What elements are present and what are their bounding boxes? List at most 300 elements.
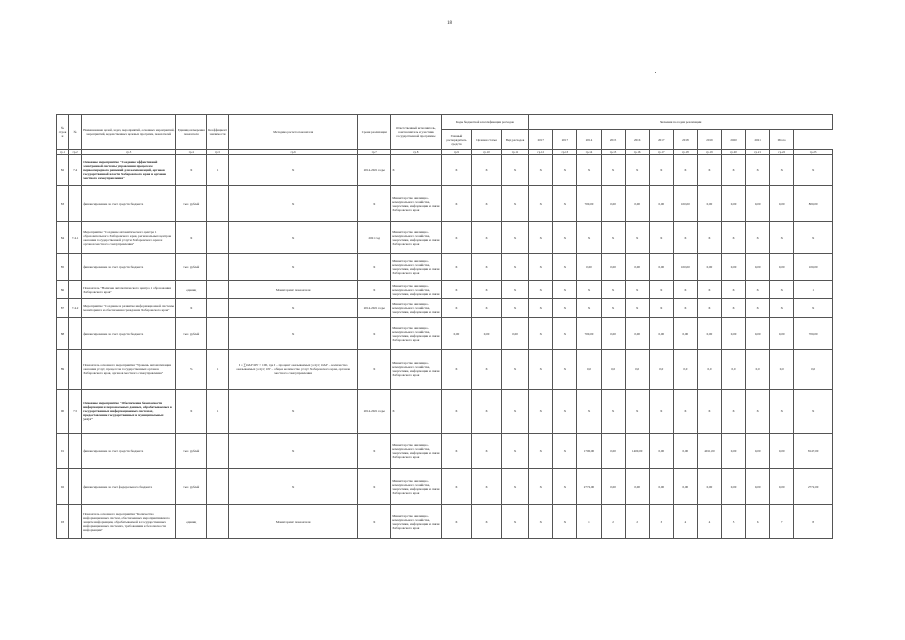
table-cell: 0,00 <box>770 186 794 222</box>
table-cell: Х <box>441 505 472 539</box>
table-cell: 0,00 <box>721 469 745 505</box>
table-cell: Х <box>229 222 358 254</box>
table-cell: 0,00 <box>770 469 794 505</box>
table-cell: Х <box>673 298 697 317</box>
table-cell: Х <box>472 281 502 298</box>
column-number-cell: гр.2 <box>69 149 82 154</box>
table-cell: Х <box>229 433 358 469</box>
table-cell: Х <box>770 298 794 317</box>
table-cell: Х <box>721 281 745 298</box>
table-cell: Х <box>229 253 358 281</box>
table-cell: 2014-2021 годы <box>358 389 391 433</box>
table-cell: Х <box>358 469 391 505</box>
table-cell: 0,0 <box>625 349 649 389</box>
table-cell <box>207 469 229 505</box>
table-cell: 0,00 <box>601 253 625 281</box>
header-year-cell: 2017 <box>529 130 553 149</box>
table-row <box>57 389 833 433</box>
table-cell: 700,00 <box>577 318 601 350</box>
table-cell: 1 <box>207 389 229 433</box>
table-cell: Х <box>501 469 528 505</box>
table-cell: 6 <box>746 505 770 539</box>
table-cell: Министерство жилищно-коммунального хозяйства, энергетики, информации и связи Хабаровского края <box>391 505 441 539</box>
header-cell: № <box>69 115 82 150</box>
table-cell: 0,0 <box>746 349 770 389</box>
table-cell: Х <box>721 154 745 186</box>
table-cell: 0,00 <box>649 433 673 469</box>
table-cell: Х <box>770 154 794 186</box>
table-cell: 89 <box>57 349 69 389</box>
table-cell: 4 <box>697 505 721 539</box>
column-number-cell: гр.8 <box>391 149 441 154</box>
table-cell: 7.4.1 <box>69 222 82 254</box>
table-cell: Х <box>529 505 553 539</box>
table-cell <box>69 505 82 539</box>
table-cell: 2772,00 <box>577 469 601 505</box>
table-cell <box>69 349 82 389</box>
table-cell: Мониторинг показателя <box>229 505 358 539</box>
table-row <box>57 281 833 298</box>
header-cell: Целевая статья <box>472 130 502 149</box>
table-cell: Х <box>577 389 601 433</box>
table-cell: 0,00 <box>625 318 649 350</box>
table-cell: тыс. рублей <box>176 469 207 505</box>
header-cell: Главный распорядитель средств <box>441 130 472 149</box>
table-cell: 0,0 <box>794 349 833 389</box>
table-cell: 2014-2021 годы <box>358 154 391 186</box>
header-cell: Коэффициент значимости <box>207 115 229 150</box>
header-group-cell: Коды бюджетной классификации расходов <box>441 115 529 130</box>
table-cell: Х <box>577 298 601 317</box>
table-cell: Х <box>472 222 502 254</box>
table-cell: 91 <box>57 433 69 469</box>
table-cell: Х <box>176 154 207 186</box>
table-cell: Х <box>794 222 833 254</box>
table-cell: 100,00 <box>673 186 697 222</box>
table-cell: 0,00 <box>577 253 601 281</box>
table-cell: Х <box>441 298 472 317</box>
table-cell: 0,00 <box>770 318 794 350</box>
table-cell: 0,0 <box>577 349 601 389</box>
table-cell: Х <box>553 349 577 389</box>
header-cell: Вид расходов <box>501 130 528 149</box>
table-cell: Х <box>673 154 697 186</box>
table-cell: Х <box>770 222 794 254</box>
table-cell: Министерство жилищно-коммунального хозяйства, энергетики, информации и связи Хабаровского края <box>391 318 441 350</box>
table-cell: Х <box>501 253 528 281</box>
table-cell: Х <box>529 389 553 433</box>
table-cell: 85 <box>57 253 69 281</box>
table-cell: 7.5 <box>69 389 82 433</box>
table-cell: 0,00 <box>746 318 770 350</box>
table-cell: Х <box>625 389 649 433</box>
table-cell: I = ∑ОАУ/ОУ × 100, где I – процент оказываемых услуг; ОАУ – количество оказываемых услуг; ОУ – общее количество услуг Хабаровского края, органов местного самоуправления <box>229 349 358 389</box>
table-cell: Х <box>746 154 770 186</box>
table-cell: Х <box>770 281 794 298</box>
table-cell <box>207 222 229 254</box>
table-cell: 93 <box>57 505 69 539</box>
table-cell: Х <box>358 253 391 281</box>
table-cell: Х <box>794 298 833 317</box>
table-cell <box>69 318 82 350</box>
table-cell: 83 <box>57 186 69 222</box>
table-cell: 1 <box>577 505 601 539</box>
table-cell: финансирование за счет средств бюджета <box>82 433 176 469</box>
table-cell: 0,0 <box>601 349 625 389</box>
table-cell: Министерство жилищно-коммунального хозяйства, энергетики, информации и связи Хабаровского края <box>391 186 441 222</box>
table-cell: Х <box>501 505 528 539</box>
header-year-cell: 2015 <box>601 130 625 149</box>
table-cell: 0,00 <box>721 253 745 281</box>
table-cell: Х <box>229 318 358 350</box>
header-year-cell: 2019 <box>697 130 721 149</box>
table-cell: Х <box>441 281 472 298</box>
table-cell: 0,00 <box>746 253 770 281</box>
table-cell: Министерство жилищно-коммунального хозяйства, энергетики, информации и связи <box>391 298 441 317</box>
column-number-cell: гр.7 <box>358 149 391 154</box>
table-cell: Х <box>553 505 577 539</box>
table-cell: 0,00 <box>601 186 625 222</box>
table-cell: Министерство жилищно-коммунального хозяйства, энергетики, информации и связи Хабаровского края <box>391 349 441 389</box>
table-cell: Х <box>649 154 673 186</box>
table-cell: 0,00 <box>673 469 697 505</box>
table-cell: 1 <box>794 281 833 298</box>
table-cell: 3 <box>649 505 673 539</box>
program-table <box>56 114 833 539</box>
table-cell: Х <box>229 154 358 186</box>
table-cell: Х <box>501 389 528 433</box>
table-cell: 0,00 <box>673 433 697 469</box>
table-cell: Х <box>697 281 721 298</box>
table-cell: Показатель основного мероприятия "Уровень автоматизации оказания услуг, процессов государственных органов Хабаровского края, органов местного самоуправления" <box>82 349 176 389</box>
table-cell: Х <box>601 389 625 433</box>
column-number-cell: гр.19 <box>697 149 721 154</box>
table-cell: Х <box>501 154 528 186</box>
table-cell: Х <box>553 281 577 298</box>
table-cell: Х <box>697 298 721 317</box>
table-cell: Х <box>501 186 528 222</box>
column-number-cell: гр.15 <box>601 149 625 154</box>
table-cell: 88 <box>57 318 69 350</box>
table-cell: 87 <box>57 298 69 317</box>
table-cell: 0,00 <box>697 186 721 222</box>
header-year-cell: 2017 <box>649 130 673 149</box>
table-cell: Х <box>625 222 649 254</box>
table-cell: Х <box>441 469 472 505</box>
table-cell: тыс. рублей <box>176 433 207 469</box>
column-number-cell: гр.9 <box>441 149 472 154</box>
table-cell: Показатель "Наличие автоматического центра 1 образования Хабаровского края" <box>82 281 176 298</box>
table-cell: 86 <box>57 281 69 298</box>
table-cell: Х <box>441 253 472 281</box>
table-cell: Х <box>358 505 391 539</box>
table-cell: Х <box>601 222 625 254</box>
table-cell: тыс. рублей <box>176 253 207 281</box>
table-cell: единиц <box>176 281 207 298</box>
header-year-cell: 2016 <box>625 130 649 149</box>
table-cell: Х <box>472 389 502 433</box>
table-cell: 0,00 <box>697 253 721 281</box>
table-cell: 2772,00 <box>794 469 833 505</box>
table-cell: Х <box>472 253 502 281</box>
table-cell: Х <box>553 433 577 469</box>
table-cell: Х <box>472 433 502 469</box>
table-cell: финансирование за счет средств бюджета <box>82 318 176 350</box>
table-cell: Х <box>391 389 441 433</box>
table-cell: Х <box>441 222 472 254</box>
table-cell: 0,0 <box>721 349 745 389</box>
table-row <box>57 318 833 350</box>
table-row <box>57 186 833 222</box>
table-cell: Х <box>501 222 528 254</box>
table-cell: Х <box>553 389 577 433</box>
table-cell: 700,00 <box>794 318 833 350</box>
table-cell: Х <box>625 154 649 186</box>
table-cell: 2021 год <box>358 222 391 254</box>
table-cell: Х <box>553 253 577 281</box>
column-number-cell: гр.16 <box>625 149 649 154</box>
table-cell: Х <box>649 281 673 298</box>
table-cell: Х <box>358 433 391 469</box>
table-cell: Х <box>553 298 577 317</box>
table-cell: Х <box>673 281 697 298</box>
table-cell <box>207 281 229 298</box>
table-cell: Х <box>358 318 391 350</box>
table-cell: Х <box>601 281 625 298</box>
table-cell: 0,00 <box>721 186 745 222</box>
scan-speck <box>655 72 656 73</box>
column-number-cell: гр.21 <box>746 149 770 154</box>
table-cell: Х <box>553 469 577 505</box>
table-cell: 0,00 <box>770 433 794 469</box>
table-cell: Министерство жилищно-коммунального хозяйства, энергетики, информации и связи Хабаровского края <box>391 253 441 281</box>
table-row <box>57 253 833 281</box>
table-cell: Х <box>529 349 553 389</box>
table-cell: Х <box>472 298 502 317</box>
column-number-cell: гр.22 <box>770 149 794 154</box>
table-cell: Мониторинг показателя <box>229 281 358 298</box>
table-cell: Х <box>441 433 472 469</box>
header-year-cell: 2021 <box>746 130 770 149</box>
table-cell: 0,00 <box>697 469 721 505</box>
page-number: 18 <box>447 21 452 26</box>
header-cell: Наименование целей, задач, мероприятий, основных мероприятий, мероприятий, ведомственных целевых программ, показателей <box>82 115 176 150</box>
table-cell: Х <box>501 433 528 469</box>
header-year-cell: Итого <box>770 130 794 149</box>
column-number-cell: гр.10 <box>472 149 502 154</box>
table-cell: 7 <box>770 505 794 539</box>
table-cell: Х <box>472 186 502 222</box>
table-cell: Х <box>697 154 721 186</box>
table-cell: Х <box>529 298 553 317</box>
table-cell: Х <box>472 154 502 186</box>
header-group-cell: Значения по годам реализации <box>529 115 833 130</box>
table-cell: 1400,00 <box>625 433 649 469</box>
table-cell: 0,00 <box>625 253 649 281</box>
table-cell: Х <box>746 298 770 317</box>
table-row <box>57 349 833 389</box>
table-cell: 82 <box>57 154 69 186</box>
table-cell: Х <box>553 222 577 254</box>
table-row <box>57 433 833 469</box>
table-cell: 0,00 <box>746 469 770 505</box>
column-number-cell: гр.23 <box>794 149 833 154</box>
column-number-cell: гр.1 <box>57 149 69 154</box>
table-cell: 0,00 <box>601 469 625 505</box>
table-row <box>57 505 833 539</box>
table-cell: Х <box>229 469 358 505</box>
table-cell: Х <box>553 186 577 222</box>
table-cell: 0,00 <box>721 318 745 350</box>
table-cell: Х <box>472 469 502 505</box>
table-cell: Х <box>601 298 625 317</box>
table-cell: Х <box>441 349 472 389</box>
table-cell: 4911,00 <box>697 433 721 469</box>
table-cell: 0,00 <box>625 469 649 505</box>
table-cell: Х <box>176 298 207 317</box>
table-cell: 8147,00 <box>794 433 833 469</box>
table-cell: 1700,00 <box>577 433 601 469</box>
table-cell: 0,00 <box>673 318 697 350</box>
table-cell: Х <box>358 349 391 389</box>
table-cell: 0,00 <box>746 186 770 222</box>
table-cell: 0,0 <box>673 349 697 389</box>
table-cell: 0,00 <box>501 318 528 350</box>
header-cell: № строки <box>57 115 69 150</box>
column-number-cell: гр.18 <box>673 149 697 154</box>
table-cell: 2 <box>625 505 649 539</box>
table-row <box>57 298 833 317</box>
table-cell: 0,0 <box>770 349 794 389</box>
table-cell: Х <box>529 222 553 254</box>
column-number-cell: гр.12 <box>529 149 553 154</box>
table-cell: 0,00 <box>649 186 673 222</box>
table-cell: Показатель основного мероприятия "Количество информационных систем, обеспеченных мероприятиями по защите информации, обрабатываемой в государственных информационных системах, требованиям к безопасности информации" <box>82 505 176 539</box>
table-cell: Х <box>746 281 770 298</box>
table-row <box>57 154 833 186</box>
table-cell: единиц <box>176 505 207 539</box>
table-cell: 800,00 <box>794 186 833 222</box>
table-cell: Х <box>358 281 391 298</box>
table-cell: Министерство жилищно-коммунального хозяйства, энергетики, информации и связи Хабаровского края <box>391 433 441 469</box>
table-cell: 0,00 <box>697 318 721 350</box>
header-year-cell: 2018 <box>673 130 697 149</box>
table-cell: Х <box>229 298 358 317</box>
table-cell: 0,00 <box>601 433 625 469</box>
table-cell: 0,00 <box>770 253 794 281</box>
table-cell: Х <box>529 186 553 222</box>
table-cell: финансирование за счет федерального бюджета <box>82 469 176 505</box>
header-cell: Ответственный исполнитель, соисполнитель и участник государственной программы <box>391 115 441 150</box>
table-cell: Х <box>673 222 697 254</box>
table-cell: тыс. рублей <box>176 318 207 350</box>
table-cell: Х <box>601 154 625 186</box>
table-cell: Х <box>472 505 502 539</box>
table-cell <box>69 469 82 505</box>
table-cell: 0,00 <box>441 318 472 350</box>
table-cell: Х <box>649 389 673 433</box>
table-cell: Х <box>577 222 601 254</box>
table-cell: 92 <box>57 469 69 505</box>
table-cell: 0,00 <box>472 318 502 350</box>
table-cell: Х <box>176 222 207 254</box>
table-cell: Х <box>577 154 601 186</box>
table-cell <box>207 253 229 281</box>
table-cell: Х <box>176 389 207 433</box>
table-cell: Х <box>721 298 745 317</box>
column-number-cell: гр.14 <box>577 149 601 154</box>
table-cell <box>69 186 82 222</box>
header-year-cell: 2014 <box>577 130 601 149</box>
table-cell: Х <box>441 154 472 186</box>
table-cell: Х <box>553 154 577 186</box>
table-cell: Х <box>577 281 601 298</box>
table-cell: 100,00 <box>673 253 697 281</box>
table-cell: Х <box>529 281 553 298</box>
table-cell: Х <box>529 253 553 281</box>
table-cell: 0,00 <box>625 186 649 222</box>
table-cell: Х <box>794 154 833 186</box>
table-cell: Х <box>649 298 673 317</box>
table-cell: Х <box>697 389 721 433</box>
table-cell <box>69 433 82 469</box>
table-cell: Х <box>553 318 577 350</box>
column-number-cell: гр.4 <box>176 149 207 154</box>
header-year-cell: 2017 <box>553 130 577 149</box>
table-cell: 7.4.2 <box>69 298 82 317</box>
table-cell: тыс. рублей <box>176 186 207 222</box>
table-cell: 4 <box>673 505 697 539</box>
table-cell: Х <box>529 154 553 186</box>
table-cell: 2014-2021 годы <box>358 298 391 317</box>
column-number-cell: гр.17 <box>649 149 673 154</box>
table-cell: 7.4 <box>69 154 82 186</box>
table-cell: 84 <box>57 222 69 254</box>
table-row <box>57 469 833 505</box>
table-cell: Х <box>391 154 441 186</box>
table-cell: Х <box>625 298 649 317</box>
table-cell: Х <box>501 349 528 389</box>
column-number-cell: гр.3 <box>82 149 176 154</box>
table-cell <box>207 186 229 222</box>
table-cell: Х <box>501 281 528 298</box>
program-table-body <box>57 115 833 539</box>
table-cell: 2 <box>601 505 625 539</box>
table-cell: 8 <box>794 505 833 539</box>
table-cell: Х <box>472 349 502 389</box>
table-cell: Х <box>794 389 833 433</box>
table-cell: Х <box>721 389 745 433</box>
table-cell: Х <box>229 186 358 222</box>
table-cell: 90 <box>57 389 69 433</box>
table-cell: 0,0 <box>649 349 673 389</box>
table-cell: % <box>176 349 207 389</box>
table-cell: 0,0 <box>697 349 721 389</box>
table-cell: Х <box>721 222 745 254</box>
table-cell: 0,00 <box>601 318 625 350</box>
table-cell: 100,00 <box>794 253 833 281</box>
table-cell: Министерство жилищно-коммунального хозяйства, энергетики, информации и связи Хабаровского края <box>391 469 441 505</box>
table-cell: Министерство жилищно-коммунального хозяйства, энергетики, информации и связи Хабаровского края <box>391 222 441 254</box>
table-cell: Х <box>441 389 472 433</box>
table-cell: 0,00 <box>649 253 673 281</box>
table-cell: Х <box>529 469 553 505</box>
table-cell: Министерство жилищно-коммунального хозяйства, энергетики, информации и связи <box>391 281 441 298</box>
table-cell: 0,00 <box>746 433 770 469</box>
column-number-cell: гр.5 <box>207 149 229 154</box>
table-cell: Х <box>746 389 770 433</box>
table-cell: Мероприятие "Создание и развитие информационной системы мониторинга и обеспечения гражданам Хабаровского края" <box>82 298 176 317</box>
